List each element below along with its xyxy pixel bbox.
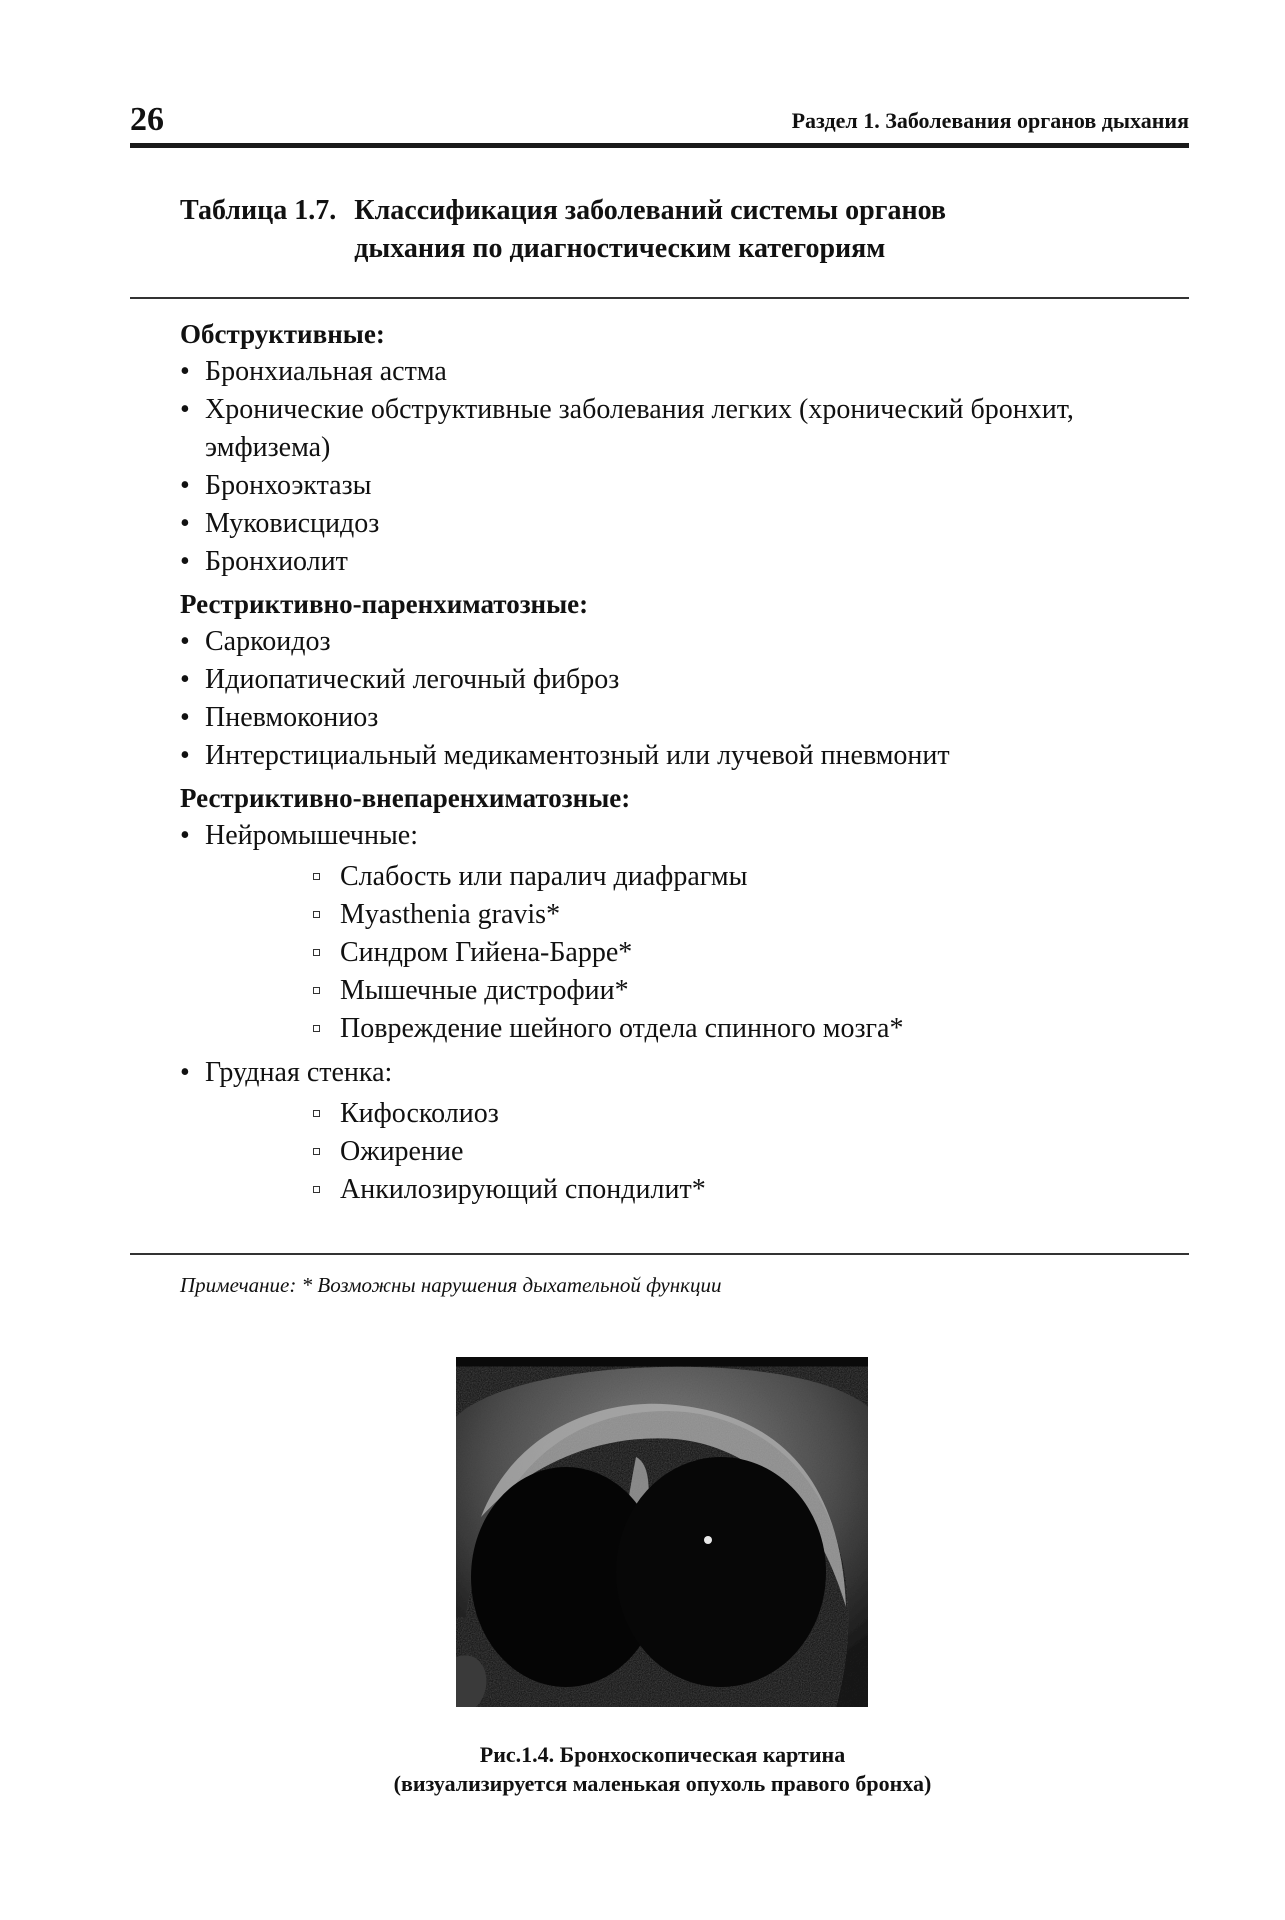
table-title: Классификация заболеваний системы органов дыхания по диагностическим категориям (354, 195, 947, 264)
bronchoscopy-image (456, 1357, 868, 1707)
table-note: Примечание: * Возможны нарушения дыхательной функции (180, 1273, 722, 1297)
list-item (180, 1054, 1130, 1209)
item-text: Бронхоэктазы (205, 470, 372, 501)
bullet: • (180, 546, 190, 577)
list-item (180, 817, 1130, 1048)
sublist-item (205, 972, 1130, 1010)
header-rule (130, 143, 1189, 148)
restrictive-extraparenchymal-list (180, 817, 1130, 1209)
table-content (180, 315, 1130, 1215)
list-item (180, 623, 1130, 661)
bullet: • (180, 664, 190, 695)
square-bullet-icon (313, 1186, 320, 1193)
square-bullet-icon (313, 1110, 320, 1117)
category-heading-obstructive: Обструктивные: (180, 319, 385, 349)
chest-wall-sublist (205, 1095, 1130, 1209)
item-text: Бронхиальная астма (205, 356, 447, 387)
square-bullet-icon (313, 911, 320, 918)
sublist-item (205, 1133, 1130, 1171)
figure-caption-line2: (визуализируется маленькая опухоль правого бронха) (393, 1771, 932, 1796)
sublist-item (205, 896, 1130, 934)
bronchoscopy-photo (456, 1357, 868, 1707)
item-text: Идиопатический легочный фиброз (205, 664, 620, 695)
item-text: Бронхиолит (205, 546, 348, 577)
figure-caption-line1: Рис.1.4. Бронхоскопическая картина (479, 1742, 846, 1767)
group-label: Нейромышечные: (205, 820, 419, 851)
page-number: 26 (130, 101, 164, 138)
running-header: Раздел 1. Заболевания органов дыхания (791, 108, 1189, 133)
category-heading-restrictive-extraparenchymal: Рестриктивно-внепаренхиматозные: (180, 783, 631, 813)
item-text: Саркоидоз (205, 626, 331, 657)
square-bullet-icon (313, 1148, 320, 1155)
subitem-text: Анкилозирующий спондилит* (340, 1174, 706, 1205)
category-heading-restrictive-parenchymal: Рестриктивно-паренхиматозные: (180, 589, 589, 619)
subitem-text: Мышечные дистрофии* (340, 975, 629, 1006)
subitem-text: Myasthenia gravis* (340, 899, 561, 930)
list-item (180, 737, 1130, 775)
square-bullet-icon (313, 949, 320, 956)
bullet: • (180, 820, 190, 851)
list-item (180, 353, 1130, 391)
bullet: • (180, 740, 190, 771)
list-item (180, 467, 1130, 505)
group-label: Грудная стенка: (205, 1057, 393, 1088)
sublist-item (205, 1171, 1130, 1209)
bullet: • (180, 1057, 190, 1088)
square-bullet-icon (313, 873, 320, 880)
list-item (180, 661, 1130, 699)
item-text: Интерстициальный медикаментозный или лучевой пневмонит (205, 740, 950, 771)
bullet: • (180, 470, 190, 501)
item-text: Муковисцидоз (205, 508, 380, 539)
table-label: Таблица 1.7. (180, 195, 337, 226)
subitem-text: Ожирение (340, 1136, 464, 1167)
square-bullet-icon (313, 1025, 320, 1032)
restrictive-parenchymal-list (180, 623, 1130, 775)
subitem-text: Кифосколиоз (340, 1098, 499, 1129)
list-item (180, 543, 1130, 581)
bullet: • (180, 626, 190, 657)
table-caption (180, 192, 1080, 268)
item-text: Хронические обструктивные заболевания легких (хронический бронхит, эмфизема) (205, 394, 1074, 463)
sublist-item (205, 1010, 1130, 1048)
square-bullet-icon (313, 987, 320, 994)
bullet: • (180, 702, 190, 733)
sublist-item (205, 858, 1130, 896)
obstructive-list (180, 353, 1130, 581)
subitem-text: Слабость или паралич диафрагмы (340, 861, 748, 892)
table-bottom-rule (130, 1253, 1189, 1255)
sublist-item (205, 1095, 1130, 1133)
list-item (180, 505, 1130, 543)
subitem-text: Повреждение шейного отдела спинного мозга* (340, 1013, 904, 1044)
bullet: • (180, 394, 190, 425)
table-top-rule (130, 297, 1189, 299)
subitem-text: Синдром Гийена-Барре* (340, 937, 633, 968)
list-item (180, 699, 1130, 737)
item-text: Пневмокониоз (205, 702, 379, 733)
figure-caption (250, 1740, 1075, 1798)
neuromuscular-sublist (205, 858, 1130, 1048)
bullet: • (180, 356, 190, 387)
bullet: • (180, 508, 190, 539)
sublist-item (205, 934, 1130, 972)
list-item (180, 391, 1130, 467)
